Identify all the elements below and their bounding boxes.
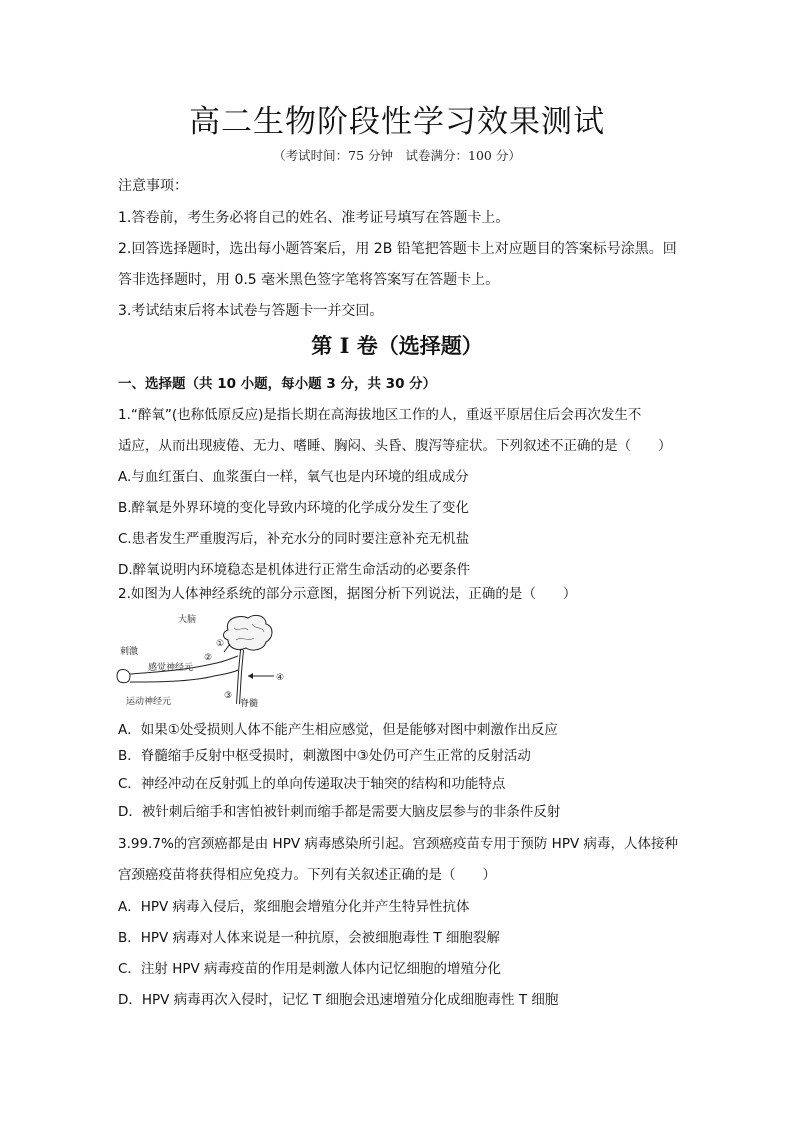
hand-shape xyxy=(117,669,130,682)
question-2-stem: 2.如图为人体神经系统的部分示意图，据图分析下列说法，正确的是（ ） xyxy=(118,586,577,602)
question-1-option-d: D.醉氧说明内环境稳态是机体进行正常生命活动的必要条件 xyxy=(118,562,471,578)
notice-item: 2.回答选择题时，选出每小题答案后，用 2B 铅笔把答题卡上对应题目的答案标号涂黑。回 xyxy=(118,241,677,257)
question-3-option-a: A．HPV 病毒入侵后，浆细胞会增殖分化并产生特异性抗体 xyxy=(118,899,470,915)
question-3-option-b: B．HPV 病毒对人体来说是一种抗原，会被细胞毒性 T 细胞裂解 xyxy=(118,930,500,946)
notice-item: 答非选择题时，用 0.5 毫米黑色签字笔将答案写在答题卡上。 xyxy=(118,272,500,288)
question-1-option-b: B.醉氧是外界环境的变化导致内环境的化学成分发生了变化 xyxy=(118,500,470,516)
marker-1: ① xyxy=(216,639,225,649)
question-1-stem: 1.“醉氧”(也称低原反应)是指长期在高海拔地区工作的人，重返平原居住后会再次发生不 xyxy=(118,407,642,423)
label-brain: 大脑 xyxy=(178,615,197,625)
notice-item: 3.考试结束后将本试卷与答题卡一并交回。 xyxy=(118,303,384,319)
arrow-4-head xyxy=(248,673,253,679)
exam-info: （考试时间：75 分钟 试卷满分：100 分） xyxy=(273,148,521,163)
question-3-option-c: C．注射 HPV 病毒疫苗的作用是刺激人体内记忆细胞的增殖分化 xyxy=(118,961,502,977)
question-2-option-a: A．如果①处受损则人体不能产生相应感觉，但是能够对图中刺激作出反应 xyxy=(118,722,558,738)
question-2-option-d: D．被针刺后缩手和害怕被针刺而缩手都是需要大脑皮层参与的非条件反射 xyxy=(118,804,561,820)
arrow-up xyxy=(224,644,230,652)
section-heading: 一、选择题（共 10 小题，每小题 3 分，共 30 分） xyxy=(118,376,437,392)
question-1-stem: 适应，从而出现疲倦、无力、嗜睡、胸闷、头昏、腹泻等症状。下列叙述不正确的是（ ） xyxy=(118,438,672,454)
question-2-option-c: C．神经冲动在反射弧上的单向传递取决于轴突的结构和功能特点 xyxy=(118,776,506,792)
question-2-option-b: B．脊髓缩手反射中枢受损时，刺激图中③处仍可产生正常的反射活动 xyxy=(118,748,531,764)
nervous-system-diagram xyxy=(116,612,288,708)
notice-heading: 注意事项： xyxy=(118,178,188,194)
label-motor-neuron: 运动神经元 xyxy=(126,697,172,707)
page-title: 高二生物阶段性学习效果测试 xyxy=(189,104,605,140)
label-stimulus: 刺激 xyxy=(120,647,139,657)
label-spinal-cord: 脊髓 xyxy=(240,699,259,708)
question-3-stem: 宫颈癌疫苗将获得相应免疫力。下列有关叙述正确的是（ ） xyxy=(118,867,496,883)
question-3-option-d: D．HPV 病毒再次入侵时，记忆 T 细胞会迅速增殖分化成细胞毒性 T 细胞 xyxy=(118,992,559,1008)
question-1-option-c: C.患者发生严重腹泻后，补充水分的同时要注意补充无机盐 xyxy=(118,531,470,547)
label-sensory-neuron: 感觉神经元 xyxy=(148,663,194,673)
question-3-stem: 3.99.7%的宫颈癌都是由 HPV 病毒感染所引起。宫颈癌疫苗专用于预防 HPV 病毒，人体接种 xyxy=(118,836,678,852)
marker-4: ④ xyxy=(276,673,285,683)
question-1-option-a: A.与血红蛋白、血浆蛋白一样，氧气也是内环境的组成成分 xyxy=(118,469,469,485)
section-title: 第 I 卷（选择题） xyxy=(311,333,483,358)
marker-2: ② xyxy=(204,653,213,663)
marker-3: ③ xyxy=(224,691,233,701)
brain-shape xyxy=(224,615,273,650)
notice-item: 1.答卷前，考生务必将自己的姓名、准考证号填写在答题卡上。 xyxy=(118,210,510,226)
